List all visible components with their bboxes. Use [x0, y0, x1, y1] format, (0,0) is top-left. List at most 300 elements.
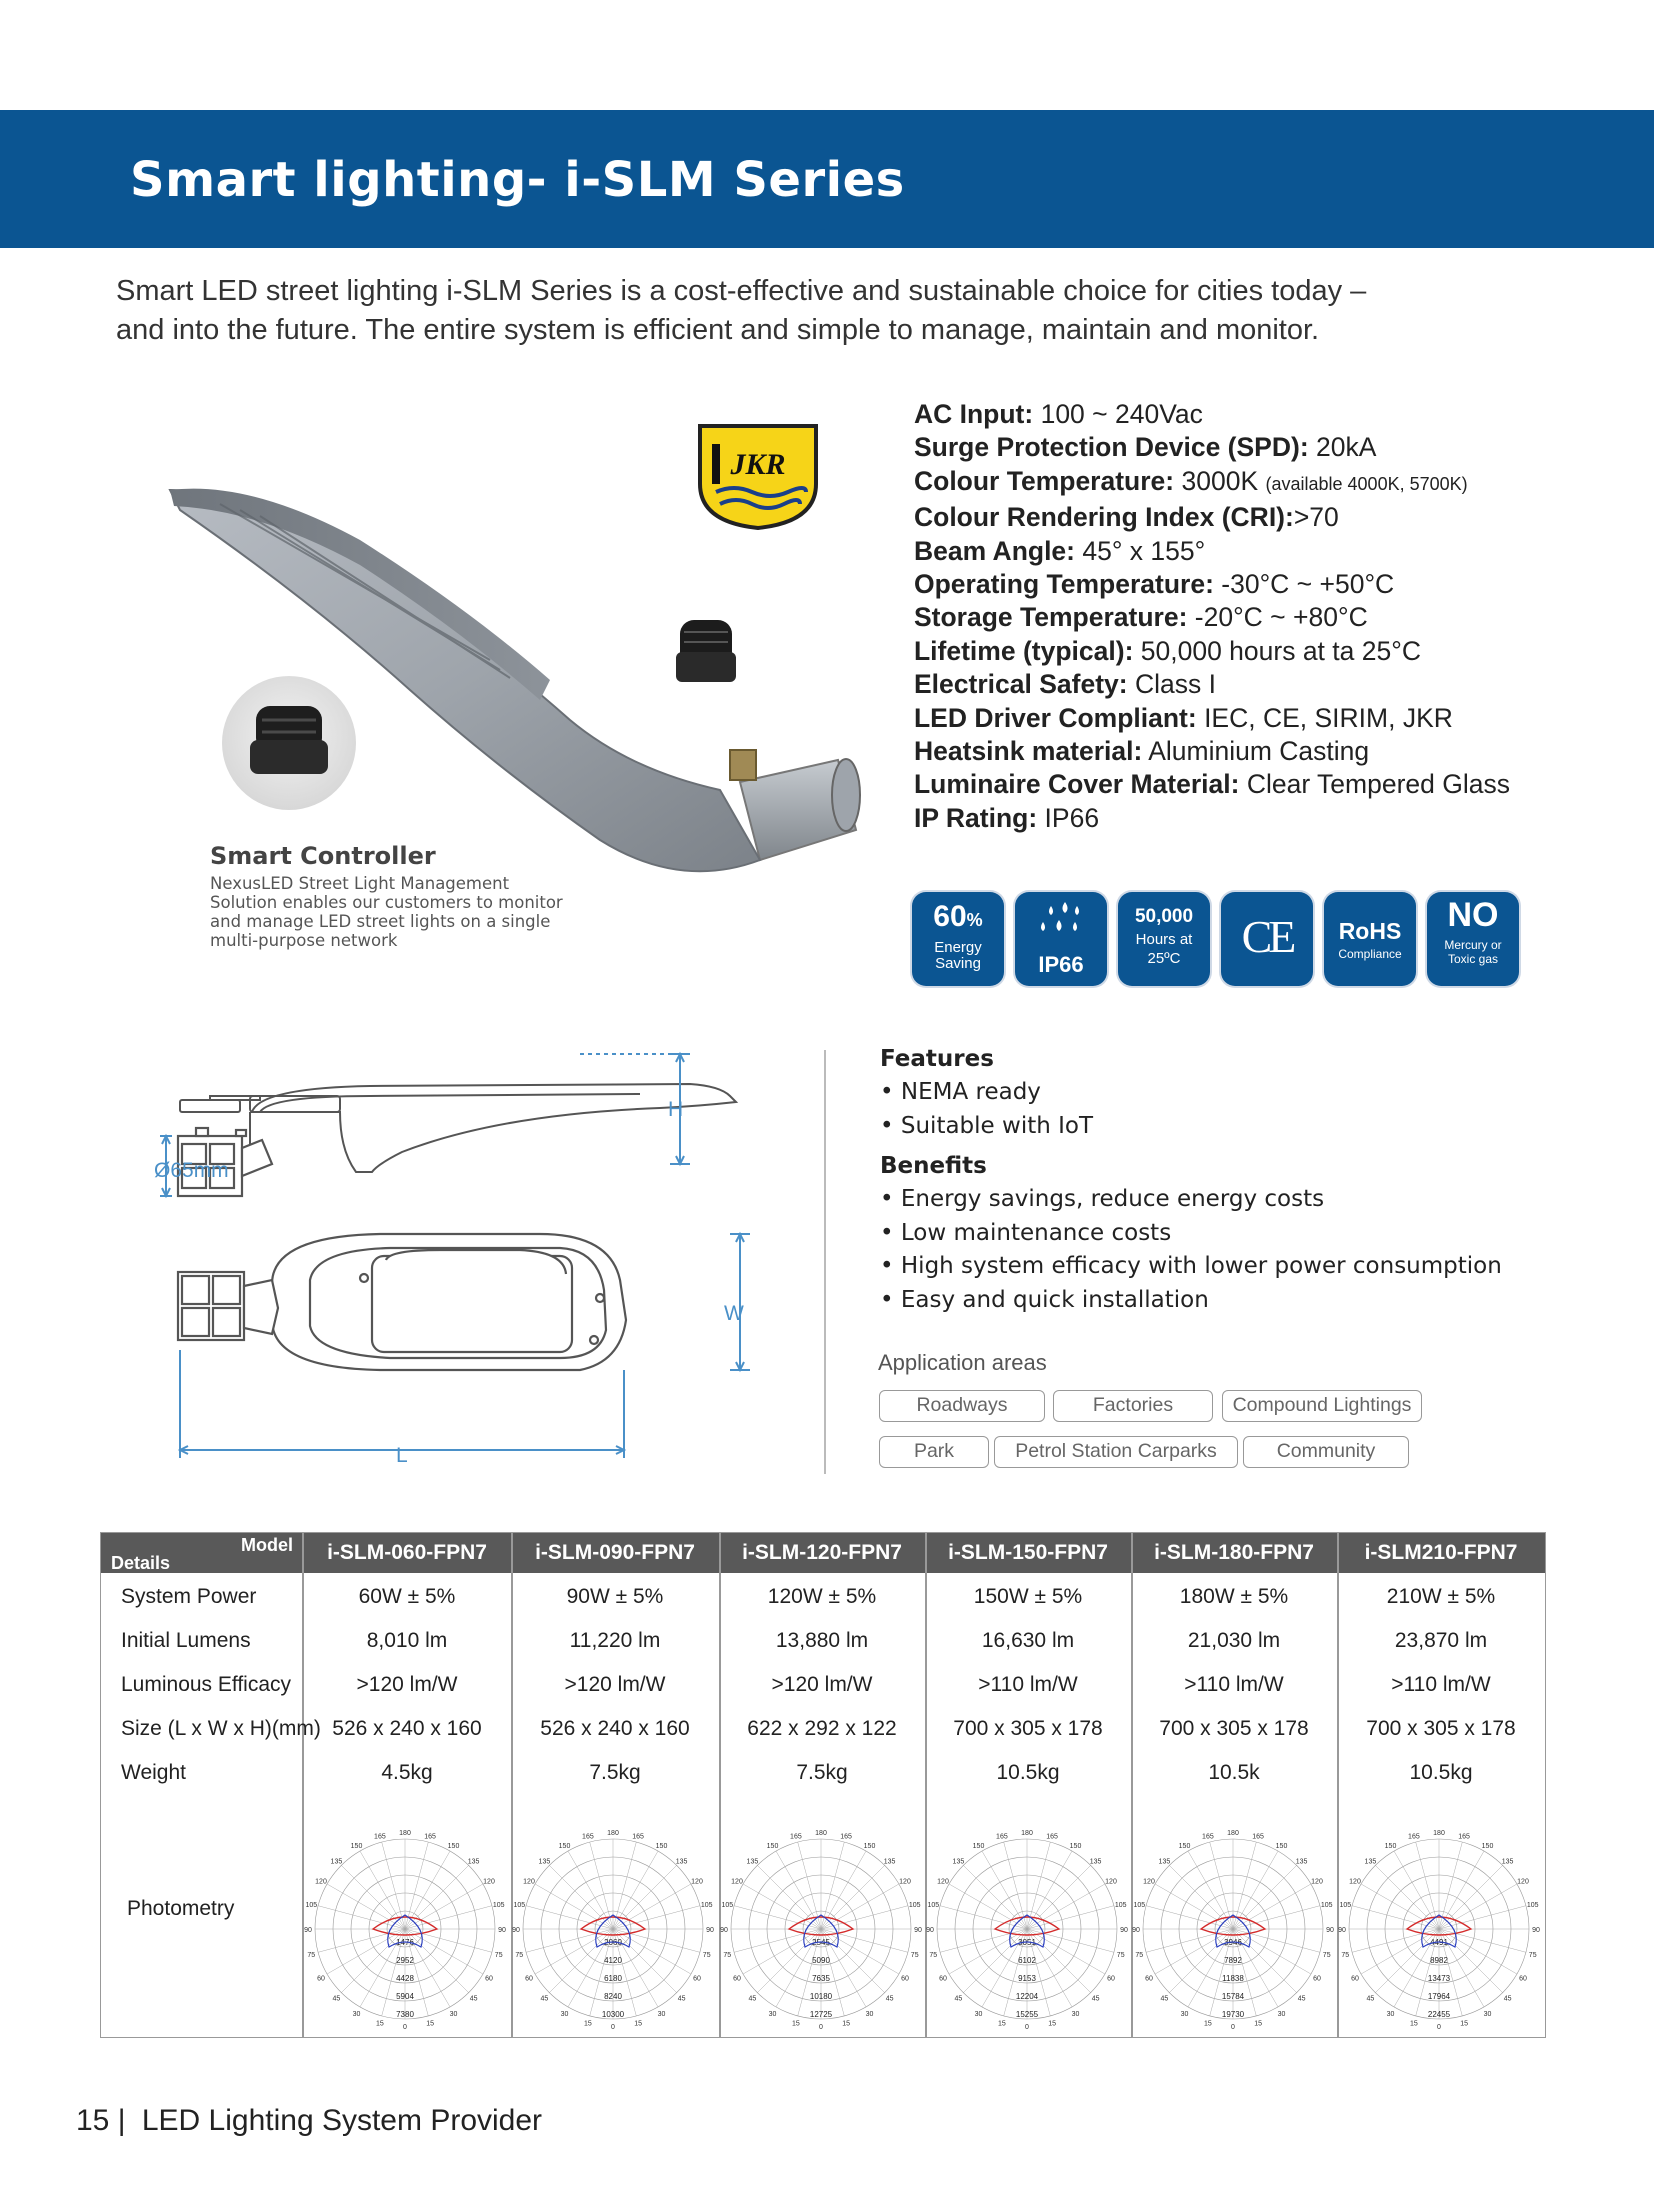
polar-radial-line: [1169, 1865, 1233, 1929]
polar-angle-label: 75: [307, 1952, 316, 1960]
spec-row: [914, 802, 1510, 835]
table-cell: 8,010 lm: [366, 1629, 448, 1652]
features-title: Features: [880, 1046, 994, 1072]
energy-line2: Saving: [935, 955, 981, 972]
polar-angle-label: 135: [1364, 1858, 1377, 1866]
polar-angle-label: 105: [908, 1901, 921, 1909]
polar-angle-label: 60: [485, 1975, 493, 1983]
spec-value: -20°C ~ +80°C: [1187, 602, 1368, 633]
polar-radial-line: [1439, 1884, 1517, 1929]
app-tag-factories: Factories: [1053, 1390, 1213, 1422]
intro-text: [116, 272, 1516, 350]
rohs-sublabel: Compliance: [1338, 947, 1402, 961]
polar-angle-label: 120: [899, 1878, 911, 1886]
polar-angle-label: 150: [655, 1843, 668, 1850]
table-cell: 700 x 305 x 178: [1366, 1717, 1516, 1740]
dimension-drawings: [140, 1040, 780, 1480]
spec-row: [914, 568, 1510, 601]
polar-radial-line: [1027, 1865, 1091, 1929]
spec-label: Storage Temperature:: [914, 602, 1188, 633]
polar-angle-label: 30: [449, 2011, 458, 2018]
energy-percent: 60: [933, 900, 967, 933]
polar-angle-label: 180: [1021, 1830, 1033, 1837]
polar-radial-line: [1027, 1884, 1105, 1929]
polar-angle-label: 45: [885, 1995, 894, 2003]
polar-ring-value: 13473: [1427, 1974, 1451, 1983]
smart-controller-description: [210, 874, 570, 950]
polar-angle-label: 120: [691, 1878, 703, 1886]
polar-angle-label: 150: [1384, 1843, 1397, 1850]
polar-radial-line: [821, 1929, 908, 1952]
footer: [76, 2104, 542, 2138]
lifetime-hours: 50,000: [1134, 906, 1194, 927]
polar-radial-line: [613, 1929, 691, 1974]
polar-angle-label: 75: [702, 1952, 711, 1960]
spec-label: Luminaire Cover Material:: [914, 769, 1240, 800]
polar-angle-label: 165: [1252, 1833, 1264, 1841]
polar-angle-label: 30: [657, 2011, 666, 2018]
polar-radial-line: [1027, 1906, 1114, 1929]
desc-line: Solution enables our customers to monitor: [210, 893, 563, 912]
polar-angle-label: 105: [1133, 1901, 1146, 1909]
polar-radial-line: [1155, 1929, 1233, 1974]
mercury-line1: Mercury or: [1444, 938, 1502, 952]
polar-angle-label: 135: [883, 1858, 896, 1866]
polar-radial-line: [1146, 1906, 1233, 1929]
polar-angle-label: 45: [1160, 1995, 1169, 2003]
no-mercury-label: [1427, 938, 1519, 966]
polar-angle-label: 135: [467, 1858, 480, 1866]
polar-ring-value: 8982: [1430, 1956, 1448, 1965]
hours-line2: 25ºC: [1147, 950, 1181, 967]
polar-angle-label: 60: [1313, 1975, 1321, 1983]
spec-value: Aluminium Casting: [1142, 736, 1370, 767]
row-label: Luminous Efficacy: [121, 1673, 292, 1696]
polar-angle-label: 135: [1089, 1858, 1102, 1866]
energy-unit: %: [966, 910, 983, 930]
polar-ring-value: 1476: [396, 1938, 414, 1947]
polar-radial-line: [318, 1929, 405, 1952]
model-header-cell: i-SLM210-FPN7: [1364, 1541, 1518, 1564]
app-tag-petrol-station-carparks: Petrol Station Carparks: [994, 1436, 1238, 1468]
spec-row: [914, 398, 1510, 431]
model-header-cell: i-SLM-090-FPN7: [535, 1541, 695, 1564]
polar-angle-label: 30: [1483, 2011, 1492, 2018]
diameter-label: Ø65mm: [154, 1159, 229, 1182]
polar-radial-line: [590, 1842, 613, 1929]
polar-angle-label: 15: [426, 2020, 434, 2028]
polar-angle-label: 90: [1338, 1927, 1346, 1934]
polar-angle-label: 105: [513, 1901, 526, 1909]
polar-ring-value: 4491: [1430, 1938, 1448, 1947]
polar-angle-label: 15: [842, 2020, 850, 2028]
polar-angle-label: 60: [733, 1975, 741, 1983]
benefit-item: • Low maintenance costs: [880, 1219, 1172, 1246]
polar-radial-line: [940, 1906, 1027, 1929]
polar-radial-line: [1027, 1929, 1091, 1993]
width-label: W: [724, 1302, 744, 1325]
polar-radial-line: [798, 1842, 821, 1929]
polar-angle-label: 30: [352, 2011, 361, 2018]
table-cell: 700 x 305 x 178: [1159, 1717, 1309, 1740]
polar-radial-line: [1027, 1842, 1050, 1929]
polar-angle-label: 135: [1295, 1858, 1308, 1866]
polar-ring-value: 22455: [1427, 2010, 1451, 2019]
polar-angle-label: 120: [315, 1878, 327, 1886]
polar-radial-line: [613, 1865, 677, 1929]
polar-angle-label: 135: [330, 1858, 343, 1866]
ip66-label: IP66: [1038, 952, 1084, 977]
spec-row: [914, 735, 1510, 768]
polar-angle-label: 165: [632, 1833, 644, 1841]
polar-radial-line: [549, 1865, 613, 1929]
polar-radial-line: [1155, 1884, 1233, 1929]
spec-value: >70: [1293, 502, 1339, 533]
polar-angle-label: 90: [720, 1927, 728, 1934]
polar-angle-label: 60: [693, 1975, 701, 1983]
table-cell: 120W ± 5%: [767, 1585, 877, 1608]
polar-radial-line: [1361, 1884, 1439, 1929]
polar-angle-label: 60: [1351, 1975, 1359, 1983]
length-label: L: [396, 1444, 408, 1467]
polar-angle-label: 60: [1145, 1975, 1153, 1983]
polar-photometry-chart: [305, 1823, 505, 2031]
polar-angle-label: 90: [1132, 1927, 1140, 1934]
polar-radial-line: [949, 1884, 1027, 1929]
polar-ring-value: 5090: [812, 1956, 830, 1965]
polar-radial-line: [613, 1929, 700, 1952]
energy-line1: Energy: [934, 939, 982, 956]
polar-angle-label: 150: [766, 1843, 779, 1850]
polar-angle-label: 75: [1528, 1952, 1537, 1960]
polar-radial-line: [526, 1929, 613, 1952]
spec-label: IP Rating:: [914, 802, 1038, 833]
polar-angle-label: 150: [1275, 1843, 1288, 1850]
ce-badge: [1221, 892, 1313, 986]
polar-radial-line: [821, 1865, 885, 1929]
polar-radial-line: [1439, 1906, 1526, 1929]
polar-angle-label: 90: [1120, 1927, 1128, 1934]
polar-radial-line: [821, 1842, 844, 1929]
table-cell: >120 lm/W: [356, 1673, 458, 1696]
polar-ring-value: 4428: [396, 1974, 414, 1983]
polar-ring-value: 11838: [1222, 1974, 1244, 1983]
polar-photometry-chart: [927, 1823, 1127, 2031]
table-cell: 4.5kg: [381, 1761, 433, 1784]
spec-row: [914, 535, 1510, 568]
spec-label: Electrical Safety:: [914, 669, 1128, 700]
spec-row: [914, 702, 1510, 735]
app-tag-park: Park: [879, 1436, 989, 1468]
row-label: Initial Lumens: [121, 1629, 251, 1652]
certification-badges: [912, 892, 1519, 986]
polar-angle-label: 105: [492, 1901, 505, 1909]
polar-radial-line: [963, 1865, 1027, 1929]
polar-angle-label: 90: [706, 1927, 714, 1934]
spec-value: Clear Tempered Glass: [1239, 769, 1510, 800]
height-label: H: [668, 1098, 684, 1121]
polar-radial-line: [405, 1842, 428, 1929]
polar-angle-label: 105: [1339, 1901, 1352, 1909]
polar-angle-label: 75: [929, 1952, 938, 1960]
row-label: Weight: [121, 1761, 186, 1784]
polar-angle-label: 180: [399, 1830, 411, 1837]
polar-angle-label: 45: [677, 1995, 686, 2003]
polar-angle-label: 150: [1069, 1843, 1082, 1850]
polar-angle-label: 105: [721, 1901, 734, 1909]
feature-item: • Suitable with IoT: [880, 1112, 1094, 1139]
polar-angle-label: 90: [1326, 1927, 1334, 1934]
polar-radial-line: [1416, 1842, 1439, 1929]
polar-angle-label: 165: [1408, 1833, 1420, 1841]
table-cell: 16,630 lm: [981, 1629, 1075, 1652]
benefits-section: [880, 1153, 1502, 1317]
polar-angle-label: 60: [939, 1975, 947, 1983]
polar-radial-line: [1361, 1929, 1439, 1974]
polar-radial-line: [1233, 1929, 1320, 1952]
table-cell: >110 lm/W: [1184, 1673, 1284, 1696]
spec-value: 20kA: [1308, 432, 1377, 463]
polar-angle-label: 90: [512, 1927, 520, 1934]
polar-angle-label: 30: [1180, 2011, 1189, 2018]
polar-angle-label: 90: [914, 1927, 922, 1934]
table-cell: 11,220 lm: [569, 1629, 661, 1652]
polar-radial-line: [1233, 1906, 1320, 1929]
polar-radial-line: [535, 1929, 613, 1974]
polar-radial-line: [1210, 1842, 1233, 1929]
polar-radial-line: [1233, 1865, 1297, 1929]
polar-angle-label: 0: [1025, 2024, 1029, 2031]
polar-angle-label: 180: [1433, 1830, 1445, 1837]
polar-radial-line: [1233, 1842, 1256, 1929]
jkr-logo-text: JKR: [730, 448, 786, 481]
polar-radial-line: [734, 1929, 821, 1952]
polar-radial-line: [405, 1929, 492, 1952]
page-number: 15 |: [76, 2104, 126, 2137]
polar-angle-label: 180: [815, 1830, 827, 1837]
polar-angle-label: 45: [748, 1995, 757, 2003]
benefit-item: • Energy savings, reduce energy costs: [880, 1186, 1325, 1212]
polar-angle-label: 150: [1178, 1843, 1191, 1850]
polar-ring-value: 17964: [1427, 1992, 1451, 2001]
polar-photometry-chart: [1133, 1823, 1333, 2031]
polar-radial-line: [1352, 1906, 1439, 1929]
rohs-label: RoHS: [1338, 918, 1402, 944]
polar-angle-label: 15: [376, 2020, 384, 2028]
lifetime-label: [1118, 930, 1210, 968]
table-cell: >120 lm/W: [564, 1673, 666, 1696]
spec-row: [914, 768, 1510, 801]
app-tag-roadways: Roadways: [879, 1390, 1045, 1422]
polar-angle-label: 120: [1143, 1878, 1155, 1886]
polar-photometry-chart: [721, 1823, 921, 2031]
polar-radial-line: [1233, 1929, 1297, 1993]
spec-row: [914, 635, 1510, 668]
polar-angle-label: 180: [1227, 1830, 1239, 1837]
polar-angle-label: 165: [582, 1833, 594, 1841]
ip66-badge: [1015, 892, 1107, 986]
polar-radial-line: [526, 1906, 613, 1929]
table-header: [101, 1533, 1545, 1573]
title-banner: [0, 110, 1654, 248]
table-cell: 10.5kg: [996, 1761, 1060, 1784]
polar-angle-label: 45: [332, 1995, 341, 2003]
polar-radial-line: [1233, 1884, 1311, 1929]
polar-radial-line: [743, 1929, 821, 1974]
section-divider: [824, 1050, 826, 1474]
table-cell: 23,870 lm: [1394, 1629, 1488, 1652]
polar-angle-label: 120: [1349, 1878, 1361, 1886]
features-section: [880, 1046, 1502, 1317]
table-cell: 13,880 lm: [775, 1629, 869, 1652]
polar-radial-line: [1439, 1842, 1462, 1929]
table-cell: 10.5k: [1208, 1761, 1260, 1784]
polar-angle-label: 165: [1202, 1833, 1214, 1841]
polar-angle-label: 150: [350, 1843, 363, 1850]
spec-row: [914, 465, 1510, 501]
model-comparison-table: [100, 1532, 1546, 2038]
table-cell: 10.5kg: [1409, 1761, 1473, 1784]
table-cell: 21,030 lm: [1187, 1629, 1281, 1652]
polar-photometry-chart: [1339, 1823, 1539, 2031]
polar-angle-label: 30: [1386, 2011, 1395, 2018]
polar-radial-line: [613, 1906, 700, 1929]
polar-angle-label: 120: [731, 1878, 743, 1886]
street-light-photo: [160, 420, 880, 900]
polar-angle-label: 60: [1107, 1975, 1115, 1983]
spec-value: IP66: [1037, 802, 1100, 833]
table-cell: 210W ± 5%: [1386, 1585, 1496, 1608]
polar-angle-label: 45: [1091, 1995, 1100, 2003]
polar-ring-value: 3051: [1018, 1938, 1036, 1947]
polar-radial-line: [405, 1906, 492, 1929]
polar-angle-label: 105: [1114, 1901, 1127, 1909]
polar-radial-line: [821, 1906, 908, 1929]
polar-ring-value: 19730: [1221, 2010, 1245, 2019]
polar-angle-label: 75: [515, 1952, 524, 1960]
polar-angle-label: 75: [723, 1952, 732, 1960]
polar-angle-label: 165: [374, 1833, 386, 1841]
spec-value: -30°C ~ +50°C: [1213, 569, 1395, 600]
table-cell: >110 lm/W: [978, 1673, 1078, 1696]
polar-angle-label: 75: [1116, 1952, 1125, 1960]
spec-row: [914, 601, 1510, 634]
polar-ring-value: 10300: [601, 2010, 625, 2019]
polar-ring-value: 12725: [809, 2010, 833, 2019]
polar-angle-label: 120: [1517, 1878, 1529, 1886]
row-label: System Power: [121, 1585, 257, 1608]
polar-angle-label: 90: [498, 1927, 506, 1934]
page-title: Smart lighting- i-SLM Series: [130, 152, 905, 208]
ce-mark-icon: CE: [1241, 911, 1293, 962]
polar-angle-label: 75: [494, 1952, 503, 1960]
row-label: Size (L x W x H)(mm): [121, 1717, 321, 1740]
desc-line: multi-purpose network: [210, 931, 398, 950]
spec-label: Colour Temperature:: [914, 465, 1175, 496]
polar-radial-line: [405, 1884, 483, 1929]
polar-radial-line: [1004, 1842, 1027, 1929]
polar-radial-line: [821, 1884, 899, 1929]
table-cell: 150W ± 5%: [973, 1585, 1083, 1608]
hours-line1: Hours at: [1135, 931, 1193, 948]
polar-angle-label: 180: [607, 1830, 619, 1837]
polar-angle-label: 150: [1481, 1843, 1494, 1850]
polar-angle-label: 45: [1366, 1995, 1375, 2003]
polar-angle-label: 150: [863, 1843, 876, 1850]
table-cell: 180W ± 5%: [1179, 1585, 1289, 1608]
polar-ring-value: 15255: [1015, 2010, 1039, 2019]
polar-angle-label: 15: [1410, 2020, 1418, 2028]
polar-ring-value: 2060: [604, 1938, 622, 1947]
spec-value: Class I: [1127, 669, 1216, 700]
polar-ring-value: 5904: [396, 1992, 414, 2001]
polar-angle-label: 75: [1135, 1952, 1144, 1960]
smart-controller-title: Smart Controller: [210, 842, 436, 870]
polar-angle-label: 135: [538, 1858, 551, 1866]
table-cell: 90W ± 5%: [566, 1585, 664, 1608]
polar-angle-label: 165: [1046, 1833, 1058, 1841]
polar-angle-label: 0: [819, 2024, 823, 2031]
polar-ring-value: 15784: [1221, 1992, 1245, 2001]
polar-ring-value: 10180: [809, 1992, 833, 2001]
polar-angle-label: 45: [1297, 1995, 1306, 2003]
polar-angle-label: 165: [1458, 1833, 1470, 1841]
polar-ring-value: 7635: [812, 1974, 830, 1983]
polar-angle-label: 135: [1158, 1858, 1171, 1866]
polar-radial-line: [405, 1929, 483, 1974]
polar-radial-line: [1027, 1929, 1105, 1974]
polar-radial-line: [1439, 1929, 1517, 1974]
table-cell: 700 x 305 x 178: [953, 1717, 1103, 1740]
spec-value: 50,000 hours at ta 25°C: [1133, 635, 1421, 666]
polar-angle-label: 45: [1503, 1995, 1512, 2003]
polar-angle-label: 15: [584, 2020, 592, 2028]
intro-line: Smart LED street lighting i-SLM Series is a cost-effective and sustainable choice for cities today –: [116, 275, 1367, 307]
energy-saving-label: [912, 940, 1004, 972]
polar-radial-line: [1439, 1865, 1503, 1929]
spec-label: Colour Rendering Index (CRI):: [914, 502, 1294, 533]
polar-ring-value: 12204: [1015, 1992, 1039, 2001]
spec-value: 100 ~ 240Vac: [1033, 399, 1203, 429]
polar-radial-line: [1027, 1929, 1114, 1952]
feature-item: • NEMA ready: [880, 1079, 1041, 1105]
spec-value: IEC, CE, SIRIM, JKR: [1196, 702, 1453, 733]
spec-label: LED Driver Compliant:: [914, 702, 1197, 733]
polar-angle-label: 45: [469, 1995, 478, 2003]
intro-line: and into the future. The entire system is efficient and simple to manage, maintain and monitor.: [116, 314, 1320, 346]
polar-ring-value: 2952: [396, 1956, 414, 1965]
polar-angle-label: 165: [996, 1833, 1008, 1841]
benefits-title: Benefits: [880, 1153, 987, 1179]
polar-angle-label: 15: [1254, 2020, 1262, 2028]
polar-angle-label: 150: [447, 1843, 460, 1850]
polar-radial-line: [405, 1865, 469, 1929]
polar-angle-label: 105: [1526, 1901, 1539, 1909]
polar-angle-label: 75: [910, 1952, 919, 1960]
polar-angle-label: 105: [700, 1901, 713, 1909]
polar-angle-label: 0: [1231, 2024, 1235, 2031]
polar-angle-label: 105: [927, 1901, 940, 1909]
spec-row: [914, 431, 1510, 464]
polar-angle-label: 75: [1322, 1952, 1331, 1960]
table-cell: 622 x 292 x 122: [747, 1717, 897, 1740]
polar-radial-line: [940, 1929, 1027, 1952]
specifications-list: [914, 398, 1510, 835]
polar-angle-label: 135: [746, 1858, 759, 1866]
table-cell: 60W ± 5%: [358, 1585, 456, 1608]
table-cell: >120 lm/W: [771, 1673, 873, 1696]
polar-radial-line: [743, 1884, 821, 1929]
